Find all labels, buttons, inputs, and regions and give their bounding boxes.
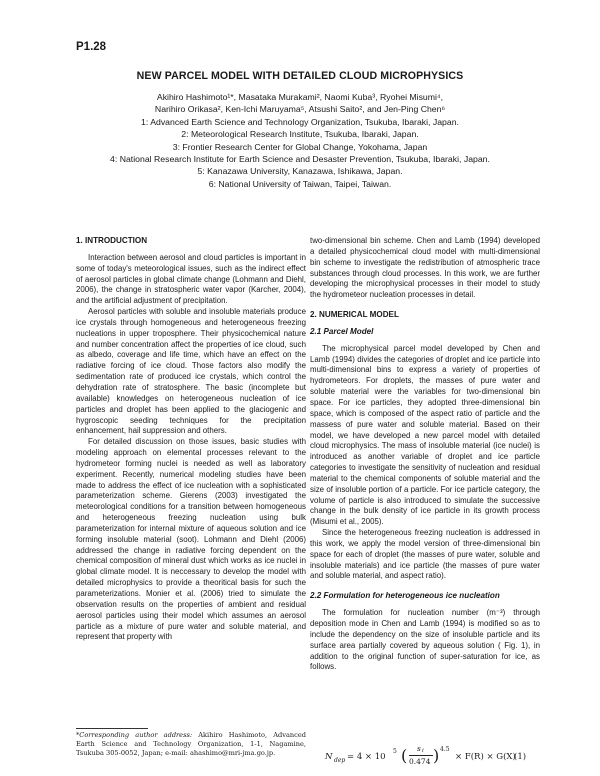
left-column <box>76 236 306 643</box>
ice-nucleation-paragraph: The formulation for nucleation number (m⁻³) through deposition mode in Chen and Lamb (1994) is modified so as to include the dependency on the size of insoluble particle and its surface area partially covered by aqueous solution ( Fig. 1), in addition to the original function of super-saturation for ice, as follows. <box>310 608 540 672</box>
equation-1 <box>325 744 525 774</box>
eq-rest: × F(R) × G(X) <box>455 752 516 762</box>
subsection-heading-ice-nucleation: 2.2 Formulation for heterogeneous ice nucleation <box>310 591 500 601</box>
footnote-rule <box>76 728 148 729</box>
paper-code: P1.28 <box>76 41 107 53</box>
affiliation-1: 1: Advanced Earth Science and Technology Organization, Tsukuba, Ibaraki, Japan. <box>141 116 459 127</box>
corresponding-author-footnote <box>76 731 306 757</box>
parcel-model-paragraph-1: The microphysical parcel model developed by Chen and Lamb (1994) divides the categories of droplet and ice particle into multi-dimensional bins to express a variety of properties of hydrometeors. For droplets, the masses of pure water and soluble material were the variables for two-dimensional bin space. For ice particles, they adopted three-dimensional bin space, which is composed of the aspect ratio of particle and the massess of pure water and soluble material. Based on their model, we have developed a new parcel model with detailed cloud microphysics. The mass of insoluble material (ice nuclei) is introduced as another variable of droplet and ice particle categories to investigate the sensitivity of nucleation and residual material to the chemical components of soluble material and the size of insoluble portion of a particle. For ice particle category, the volume of particle is also introduced to simulate the successive change in the bulk density of ice particle in its growth process (Misumi et al., 2005). <box>310 343 540 527</box>
right-column <box>310 236 540 673</box>
eq-lhs-sub: dep <box>334 757 346 764</box>
eq-coefficient: = 4 × 10 <box>347 752 386 762</box>
parcel-model-paragraph-2: Since the heterogeneous freezing nucleation is addressed in this work, we apply the model version of three-dimensional bin space for each of droplet (the masses of pure water, soluble and insoluble materials) and ice particle (the masses of pure water and soluble material, and aspect ratio). <box>310 528 540 581</box>
eq-frac-num: s <box>417 744 421 753</box>
affiliation-4: 4: National Research Institute for Earth Science and Desaster Prevention, Tsukuba, Ibaraki, Japan. <box>110 154 490 165</box>
intro-paragraph-2: Aerosol particles with soluble and insoluble materials produce ice crystals through homogeneous and heterogeneous freezing nucleations in upper troposphere. Their physicochemical nature and number concentration affect the properties of ice cloud, such as albedo, coverage and life time, which have an effect on the radiative forcing of ice cloud. Those factors also modify the sedimentation rate of produced ice crystals, which control the dehydration rate of stratosphere. The basic (incomplete but available) knowledges on heterogeneous nucleation of ice particles and droplet has been applied to the glaciogenic and hygroscopic seeding techniques for the precipitation enhancement, hail suppression and others. <box>76 307 306 436</box>
footnote-text: Akihiro Hashimoto, Advanced Earth Science and Technology Organization, 1-1, Nagamine, Tsukuba 305-0052, Japan; e-mail: ahashimo@mri-jma.go.jp. <box>76 731 306 757</box>
author-block <box>0 91 600 190</box>
eq-paren-open: ( <box>401 746 408 765</box>
eq-coefficient-exponent: 5 <box>393 748 397 755</box>
affiliation-6: 6: National University of Taiwan, Taipei, Taiwan. <box>208 178 392 189</box>
eq-power: 4.5 <box>440 746 450 753</box>
intro-paragraph-continued: two-dimensional bin scheme. Chen and Lamb (1994) developed a detailed physicochemical cloud model with multi-dimensional bin scheme to investigate the redistribution of atmospheric trace substances through cloud processes. In this work, we are further developing the microphysical processes in their model to study the hydrometeor nucleation processes in detail. <box>310 236 540 300</box>
eq-paren-close: ) <box>433 746 440 765</box>
section-heading-numerical-model: 2. NUMERICAL MODEL <box>310 310 399 320</box>
affiliation-2: 2: Meteorological Research Institute, Tsukuba, Ibaraki, Japan. <box>181 129 419 140</box>
author-line-1: Akihiro Hashimoto¹*, Masataka Murakami², Naomi Kuba³, Ryohei Misumi⁴, <box>156 92 444 102</box>
affiliation-5: 5: Kanazawa University, Kanazawa, Ishikawa, Japan. <box>197 166 403 177</box>
eq-lhs: N <box>325 752 333 762</box>
eq-frac-bar <box>409 755 433 756</box>
section-heading-introduction: 1. INTRODUCTION <box>76 236 148 245</box>
subsection-heading-parcel-model: 2.1 Parcel Model <box>310 326 374 336</box>
affiliation-3: 3: Frontier Research Center for Global Change, Yokohama, Japan <box>172 141 428 152</box>
eq-frac-num-sub: i <box>422 748 424 754</box>
paper-title: NEW PARCEL MODEL WITH DETAILED CLOUD MICROPHYSICS <box>136 70 464 82</box>
equation-number: (1) <box>514 752 527 762</box>
eq-frac-den: 0.474 <box>409 757 431 766</box>
intro-paragraph-1: Interaction between aerosol and cloud particles is important in some of today's meteorological issues, such as the indirect effect of aerosol particles in global climate change (Lohmann and Diehl, 2006), the change in stratospheric water vapor (Karcher, 2004), and the artificial adjustment of precipitation. <box>76 252 306 306</box>
footnote-label: *Corresponding author address: <box>76 731 193 739</box>
author-line-2: Narihiro Orikasa², Ken-Ichi Maruyama⁵, Atsushi Saito², and Jen-Ping Chen⁶ <box>154 104 446 115</box>
intro-paragraph-3: For detailed discussion on those issues, basic studies with modeling approach on elemental processes relevant to the hydrometeor forming nuclei is needed as well as laboratory experiment. Recently, numerical modeling studies have been made to address the effect of ice nucleation with a sophisticated parameterization scheme. Gierens (2003) investigated the meteorological conditions for a transition between homogeneous and heterogeneous freezing nucleation using bulk parameterization for internal mixture of aqueous solution and ice forming insoluble material (soot). Lohmann and Diehl (2006) addressed the change in radiative forcing dependent on the chemical composition of mineral dust which works as ice nuclei in global climate model. It is neccessary to develop the model with detailed microphysics to provide a theoritical basis for such the parameterizations. Monier et al. (2006) tried to simulate the observation results on the properties of ambient and residual aerosol particles using their model which assumes an aerosol particle as a mixture of pure water and soluble material, and represent that property with <box>76 437 306 642</box>
